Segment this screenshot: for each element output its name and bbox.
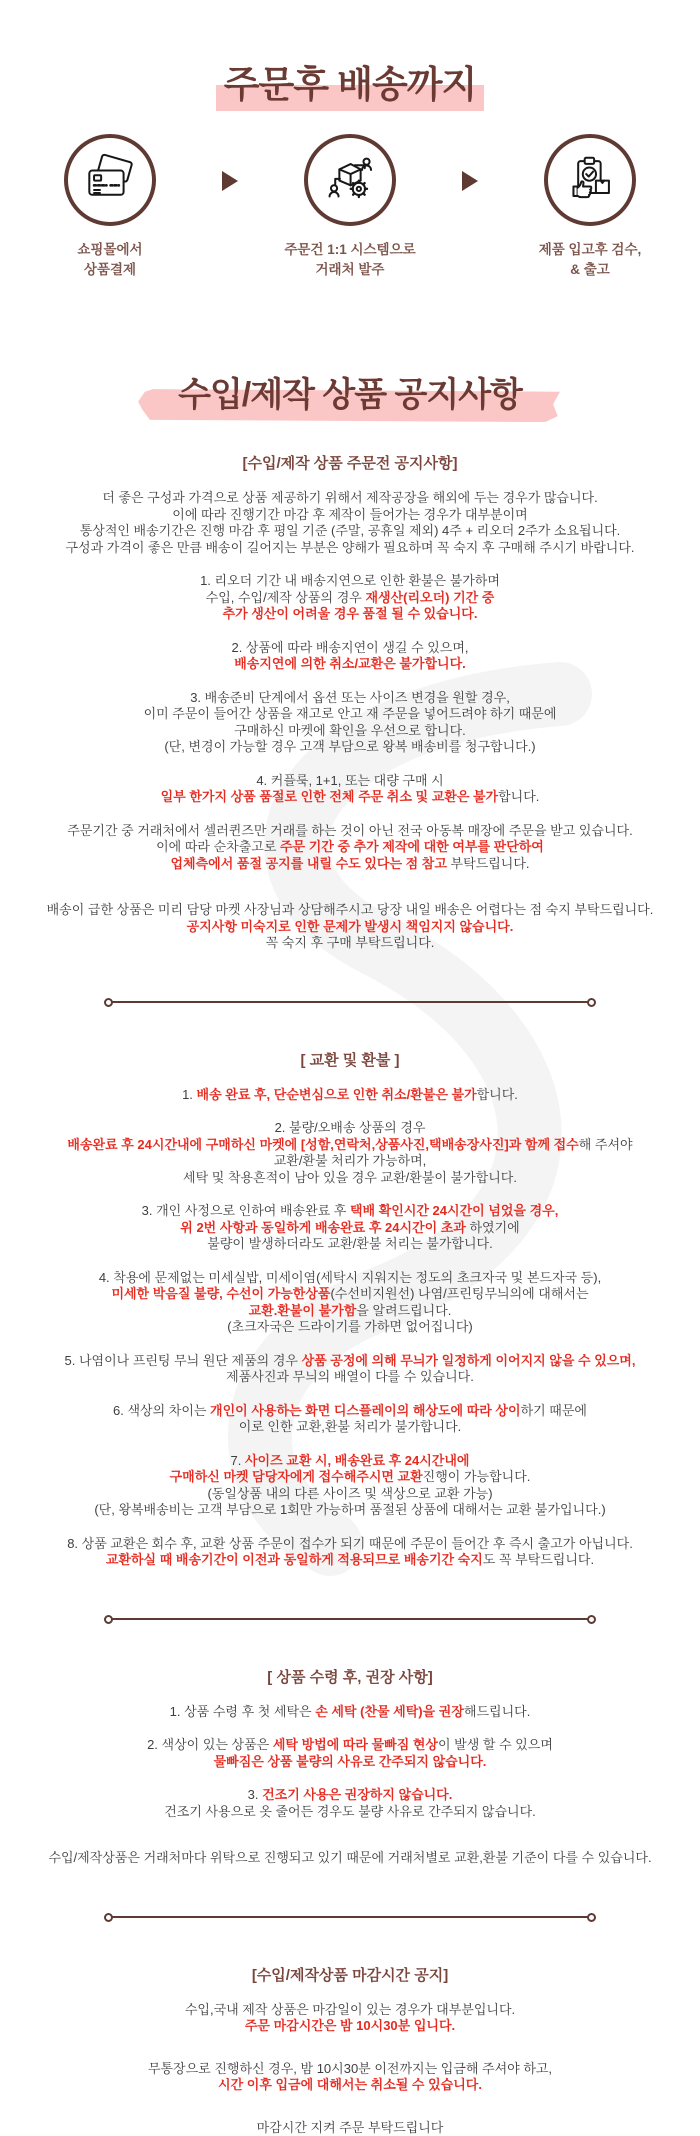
notice-paragraph: 3. 개인 사정으로 인하여 배송완료 후 택배 확인시간 24시간이 넘었을 경우, 위 2번 사항과 동일하게 배송완료 후 24시간이 초과 하였기에 불량이 발생하더라도 교환/환불 처리는 불가합니다.	[141, 1203, 559, 1252]
notice-paragraph: 더 좋은 구성과 가격으로 상품 제공하기 위해서 제작공장을 해외에 두는 경우가 많습니다. 이에 따라 진행기간 마감 후 제작이 들어가는 경우가 대부분이며 통상적인 배송기간은 진행 마감 후 평일 기준 (주말, 공휴일 제외) 4주 + 리오더 2주가 소요됩니다. 구성과 가격이 좋은 만큼 배송이 길어지는 부분은 양해가 필요하며 꼭 숙지 후 구매해 주시기 바랍니다.	[65, 490, 635, 555]
divider-dot	[587, 1913, 596, 1922]
notice-paragraph: 8. 상품 교환은 회수 후, 교환 상품 주문이 접수가 되기 때문에 주문이 들어간 후 즉시 출고가 아닙니다. 교환하실 때 배송기간이 이전과 동일하게 적용되므로 배송기간 숙지도 꼭 부탁드립니다.	[67, 1535, 633, 1568]
section-divider	[104, 998, 596, 1007]
notice-paragraph: 2. 색상이 있는 상품은 세탁 방법에 따라 물빠짐 현상이 발생 할 수 있으며 물빠짐은 상품 불량의 사유로 간주되지 않습니다.	[147, 1737, 553, 1769]
notice-paragraph: 마감시간 지켜 주문 부탁드립니다	[256, 2119, 444, 2135]
section-deadline-notice	[0, 1964, 700, 2136]
flow-step-order-system	[260, 134, 440, 279]
flow-step-inspection	[500, 134, 680, 279]
section-divider	[104, 1913, 596, 1922]
notice-paragraph: 1. 배송 완료 후, 단순변심으로 인한 취소/환불은 불가합니다.	[182, 1086, 518, 1102]
notice-paragraph: 2. 상품에 따라 배송지연이 생길 수 있으며, 배송지연에 의한 취소/교환은 불가합니다.	[231, 639, 469, 672]
flow-step-circle	[64, 134, 156, 226]
section-exchange-refund	[0, 1049, 700, 1569]
notice-paragraph: 7. 사이즈 교환 시, 배송완료 후 24시간내에 구매하신 마켓 담당자에게 접수해주시면 교환진행이 가능합니다. (동일상품 내의 다른 사이즈 및 색상으로 교환 가능) (단, 왕복배송비는 고객 부담으로 1회만 가능하며 품절된 상품에 대해서는 교환 불가입니다.)	[94, 1452, 606, 1518]
credit-card-icon	[84, 154, 136, 206]
arrow-right-icon	[222, 171, 238, 191]
divider-dot	[587, 998, 596, 1007]
order-system-icon	[324, 154, 376, 206]
section-paragraphs	[0, 2002, 700, 2136]
notice-paragraph: 1. 리오더 기간 내 배송지연으로 인한 환불은 불가하며 수입, 수입/제작 상품의 경우 재생산(리오더) 기간 중 추가 생산이 어려울 경우 품절 될 수 있습니다.	[200, 573, 500, 622]
notice-paragraph: 주문기간 중 거래처에서 셀러퀸즈만 거래를 하는 것이 아닌 전국 아동복 매장에 주문을 받고 있습니다. 이에 따라 순차출고로 주문 기간 중 추가 제작에 대한 여부를 판단하여 업체측에서 품절 공지를 내릴 수도 있다는 점 참고 부탁드립니다.	[67, 822, 633, 871]
order-flow	[0, 134, 700, 279]
section-care-recommendations	[0, 1666, 700, 1867]
notice-title-block	[178, 367, 522, 416]
flow-step-circle	[544, 134, 636, 226]
section-heading: [수입/제작 상품 주문전 공지사항]	[242, 455, 458, 473]
divider-line	[112, 1001, 588, 1004]
notice-paragraph: 4. 커플룩, 1+1, 또는 대량 구매 시 일부 한가지 상품 품절로 인한 전체 주문 취소 및 교환은 불가합니다.	[160, 772, 540, 805]
notice-paragraph: 수입/제작상품은 거래처마다 위탁으로 진행되고 있기 때문에 거래처별로 교환,환불 기준이 다를 수 있습니다.	[48, 1850, 652, 1866]
notice-paragraph: 3. 건조기 사용은 권장하지 않습니다. 건조기 사용으로 옷 줄어든 경우도 불량 사유로 간주되지 않습니다.	[164, 1787, 536, 1819]
main-title-block	[224, 54, 476, 108]
flow-step-label: 제품 입고후 검수, & 출고	[538, 242, 642, 277]
notice-paragraph: 5. 나염이나 프린팅 무늬 원단 제품의 경우 상품 공정에 의해 무늬가 일정하게 이어지지 않을 수 있으며, 제품사진과 무늬의 배열이 다를 수 있습니다.	[64, 1352, 636, 1385]
section-paragraphs	[0, 1087, 700, 1569]
notice-paragraph: 수입,국내 제작 상품은 마감일이 있는 경우가 대부분입니다. 주문 마감시간은 밤 10시30분 입니다.	[184, 2001, 516, 2034]
notice-paragraph: 2. 불량/오배송 상품의 경우 배송완료 후 24시간내에 구매하신 마켓에 [성함,연락처,상품사진,택배송장사진]과 함께 접수해 주셔야 교환/환불 처리가 가능하며, 세탁 및 착용흔적이 남아 있을 경우 교환/환불이 불가합니다.	[67, 1120, 633, 1185]
divider-line	[112, 1916, 588, 1919]
section-pre-order-notice	[0, 452, 700, 952]
section-paragraphs	[0, 1704, 700, 1867]
divider-line	[112, 1618, 588, 1621]
notice-title: 수입/제작 상품 공지사항	[178, 376, 522, 415]
flow-step-label: 쇼핑몰에서 상품결제	[77, 242, 143, 277]
notice-paragraph: 3. 배송준비 단계에서 옵션 또는 사이즈 변경을 원할 경우, 이미 주문이 들어간 상품을 재고로 안고 재 주문을 넣어드려야 하기 때문에 구매하신 마켓에 확인을 우선으로 합니다. (단, 변경이 가능할 경우 고객 부담으로 왕복 배송비를 청구합니다.)	[143, 689, 557, 755]
arrow-right-icon	[462, 171, 478, 191]
notice-paragraph: 1. 상품 수령 후 첫 세탁은 손 세탁 (찬물 세탁)을 권장해드립니다.	[169, 1703, 531, 1719]
notice-paragraph: 4. 착용에 문제없는 미세실밥, 미세이염(세탁시 지워지는 정도의 초크자국 및 본드자국 등), 미세한 박음질 불량, 수선이 가능한상품(수선비지원선) 나염/프린팅무늬의에 대해서는 교환.환불이 불가함을 알려드립니다. (초크자국은 드라이기를 가하면 없어집니다)	[98, 1269, 602, 1335]
notice-paragraph: 6. 색상의 차이는 개인이 사용하는 화면 디스플레이의 해상도에 따라 상이하기 때문에 이로 인한 교환,환불 처리가 불가합니다.	[113, 1402, 587, 1435]
notice-paragraph: 무통장으로 진행하신 경우, 밤 10시30분 이전까지는 입금해 주셔야 하고, 시간 이후 입금에 대해서는 취소될 수 있습니다.	[147, 2060, 553, 2093]
section-heading: [ 교환 및 환불 ]	[300, 1051, 400, 1069]
section-paragraphs	[0, 490, 700, 952]
divider-dot	[587, 1615, 596, 1624]
section-divider	[104, 1615, 596, 1624]
notice-page	[0, 54, 700, 2135]
section-heading: [수입/제작상품 마감시간 공지]	[251, 1966, 449, 1984]
flow-step-payment	[20, 134, 200, 279]
flow-step-label: 주문건 1:1 시스템으로 거래처 발주	[284, 242, 416, 277]
flow-step-circle	[304, 134, 396, 226]
inspection-icon	[564, 154, 616, 206]
notice-paragraph: 배송이 급한 상품은 미리 담당 마켓 사장님과 상담해주시고 당장 내일 배송은 어렵다는 점 숙지 부탁드립니다. 공지사항 미숙지로 인한 문제가 발생시 책임지지 않습니다. 꼭 숙지 후 구매 부탁드립니다.	[46, 902, 654, 951]
section-heading: [ 상품 수령 후, 권장 사항]	[267, 1668, 433, 1686]
page-title: 주문후 배송까지	[223, 64, 477, 105]
